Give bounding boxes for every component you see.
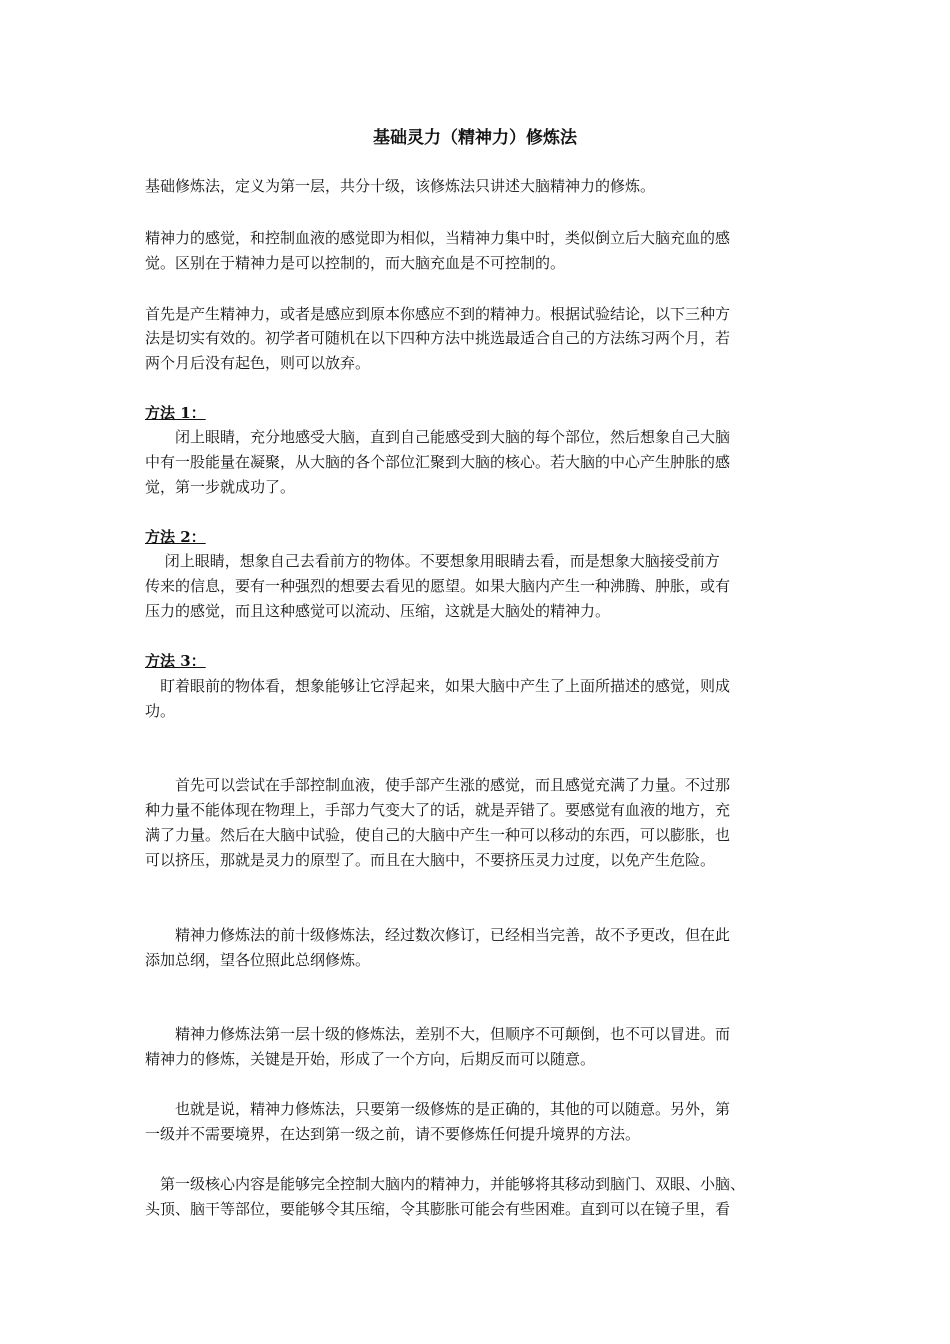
paragraph-line: 闭上眼睛，想象自己去看前方的物体。不要想象用眼睛去看，而是想象大脑接受前方	[145, 552, 720, 570]
method-3-heading: 方法 3：	[145, 652, 206, 670]
paragraph-line: 压力的感觉，而且这种感觉可以流动、压缩，这就是大脑处的精神力。	[145, 602, 611, 620]
paragraph-line: 精神力修炼法的前十级修炼法，经过数次修订，已经相当完善，故不予更改，但在此	[145, 926, 731, 944]
method-2-heading: 方法 2：	[145, 528, 206, 546]
paragraph-line: 满了力量。然后在大脑中试验，使自己的大脑中产生一种可以移动的东西，可以膨胀，也	[145, 826, 731, 844]
paragraph-line: 觉，第一步就成功了。	[145, 478, 296, 496]
paragraph-line: 传来的信息，要有一种强烈的想要去看见的愿望。如果大脑内产生一种沸腾、肿胀，或有	[145, 577, 731, 595]
paragraph-line: 中有一股能量在凝聚，从大脑的各个部位汇聚到大脑的核心。若大脑的中心产生肿胀的感	[145, 453, 731, 471]
paragraph-line: 也就是说，精神力修炼法，只要第一级修炼的是正确的，其他的可以随意。另外，第	[145, 1100, 731, 1118]
paragraph-line: 盯着眼前的物体看，想象能够让它浮起来，如果大脑中产生了上面所描述的感觉，则成	[145, 677, 731, 695]
paragraph-line: 首先是产生精神力，或者是感应到原本你感应不到的精神力。根据试验结论，以下三种方	[145, 305, 731, 323]
paragraph-line: 精神力的修炼，关键是开始，形成了一个方向，后期反而可以随意。	[145, 1050, 596, 1068]
paragraph-line: 功。	[145, 702, 176, 720]
document-title: 基础灵力（精神力）修炼法	[373, 128, 577, 148]
paragraph-line: 首先可以尝试在手部控制血液，使手部产生涨的感觉，而且感觉充满了力量。不过那	[145, 776, 731, 794]
paragraph-line: 精神力修炼法第一层十级的修炼法，差别不大，但顺序不可颠倒，也不可以冒进。而	[145, 1025, 731, 1043]
paragraph-line: 可以挤压，那就是灵力的原型了。而且在大脑中，不要挤压灵力过度，以免产生危险。	[145, 851, 716, 869]
method-1-heading: 方法 1：	[145, 404, 206, 422]
paragraph-line: 一级并不需要境界，在达到第一级之前，请不要修炼任何提升境界的方法。	[145, 1125, 641, 1143]
paragraph-line: 法是切实有效的。初学者可随机在以下四种方法中挑选最适合自己的方法练习两个月，若	[145, 329, 731, 347]
paragraph-line: 精神力的感觉，和控制血液的感觉即为相似，当精神力集中时，类似倒立后大脑充血的感	[145, 229, 731, 247]
paragraph-line: 闭上眼睛，充分地感受大脑，直到自己能感受到大脑的每个部位，然后想象自己大脑	[145, 428, 731, 446]
paragraph-line: 添加总纲，望各位照此总纲修炼。	[145, 951, 371, 969]
paragraph-line: 种力量不能体现在物理上，手部力气变大了的话，就是弄错了。要感觉有血液的地方，充	[145, 801, 731, 819]
paragraph-line: 第一级核心内容是能够完全控制大脑内的精神力，并能够将其移动到脑门、双眼、小脑、	[145, 1175, 746, 1193]
paragraph-line: 基础修炼法，定义为第一层，共分十级，该修炼法只讲述大脑精神力的修炼。	[145, 177, 656, 195]
paragraph-line: 觉。区别在于精神力是可以控制的，而大脑充血是不可控制的。	[145, 254, 566, 272]
paragraph-line: 头顶、脑干等部位，要能够令其压缩，令其膨胀可能会有些困难。直到可以在镜子里，看	[145, 1200, 731, 1218]
paragraph-line: 两个月后没有起色，则可以放弃。	[145, 354, 371, 372]
